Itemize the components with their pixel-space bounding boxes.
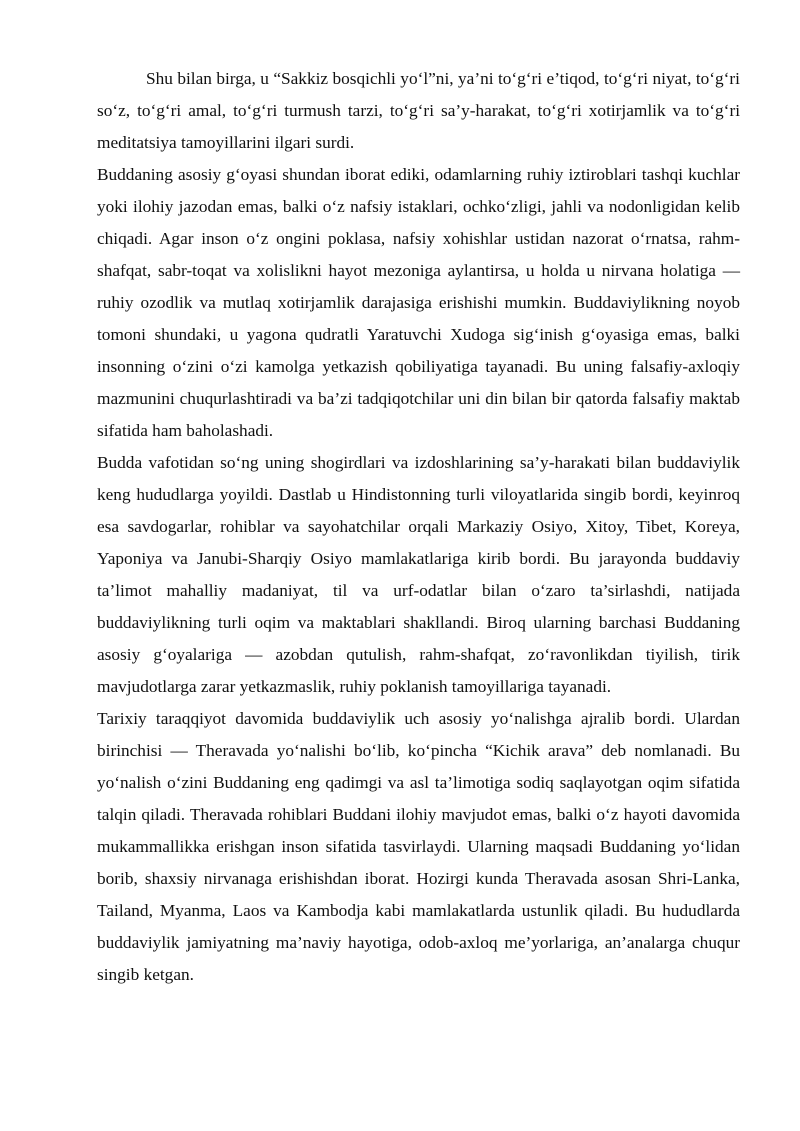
paragraph-eightfold-path: Shu bilan birga, u “Sakkiz bosqichli yo‘l”ni, ya’ni to‘g‘ri e’tiqod, to‘g‘ri niyat, to‘g‘ri so‘z, to‘g‘ri amal, to‘g‘ri turmush tarzi, to‘g‘ri sa’y-harakat, to‘g‘ri xotirjamlik va to‘g‘ri meditatsiya tamoyillarini ilgari surdi.	[97, 69, 740, 152]
paragraph-buddha-main-idea: Buddaning asosiy g‘oyasi shundan iborat ediki, odamlarning ruhiy iztiroblari tashqi kuchlar yoki ilohiy jazodan emas, balki o‘z nafsiy istaklari, ochko‘zligi, jahli va nodonligidan kelib chiqadi. Agar inson o‘z ongini poklasa, nafsiy xohishlar ustidan nazorat o‘rnatsa, rahm-shafqat, sabr-toqat va xolislikni hayot mezoniga aylantirsa, u holda u nirvana holatiga — ruhiy ozodlik va mutlaq xotirjamlik darajasiga erishishi mumkin. Buddaviylikning noyob tomoni shundaki, u yagona qudratli Yaratuvchi Xudoga sig‘inish g‘oyasiga emas, balki insonning o‘zini o‘zi kamolga yetkazish qobiliyatiga tayanadi. Bu uning falsafiy-axloqiy mazmunini chuqurlashtiradi va ba’zi tadqiqotchilar uni din bilan bir qatorda falsafiy maktab sifatida ham baholashadi.	[97, 165, 740, 440]
document-page	[97, 63, 740, 991]
paragraph-spread-of-buddhism: Budda vafotidan so‘ng uning shogirdlari va izdoshlarining sa’y-harakati bilan buddaviylik keng hududlarga yoyildi. Dastlab u Hindistonning turli viloyatlarida singib bordi, keyinroq esa savdogarlar, rohiblar va sayohatchilar orqali Markaziy Osiyo, Xitoy, Tibet, Koreya, Yaponiya va Janubi-Sharqiy Osiyo mamlakatlariga kirib bordi. Bu jarayonda buddaviy ta’limot mahalliy madaniyat, til va urf-odatlar bilan o‘zaro ta’sirlashdi, natijada buddaviylikning turli oqim va maktablari shakllandi. Biroq ularning barchasi Buddaning asosiy g‘oyalariga — azobdan qutulish, rahm-shafqat, zo‘ravonlikdan tiyilish, tirik mavjudotlarga zarar yetkazmaslik, ruhiy poklanish tamoyillariga tayanadi.	[97, 453, 740, 696]
paragraph-theravada: Tarixiy taraqqiyot davomida buddaviylik uch asosiy yo‘nalishga ajralib bordi. Ulardan birinchisi — Theravada yo‘nalishi bo‘lib, ko‘pincha “Kichik arava” deb nomlanadi. Bu yo‘nalish o‘zini Buddaning eng qadimgi va asl ta’limotiga sodiq saqlayotgan oqim sifatida talqin qiladi. Theravada rohiblari Buddani ilohiy mavjudot emas, balki o‘z hayoti davomida mukammallikka erishgan inson sifatida tasvirlaydi. Ularning maqsadi Buddaning yo‘lidan borib, shaxsiy nirvanaga erishishdan iborat. Hozirgi kunda Theravada asosan Shri-Lanka, Tailand, Myanma, Laos va Kambodja kabi mamlakatlarda ustunlik qiladi. Bu hududlarda buddaviylik jamiyatning ma’naviy hayotiga, odob-axloq me’yorlariga, an’analarga chuqur singib ketgan.	[97, 709, 740, 984]
